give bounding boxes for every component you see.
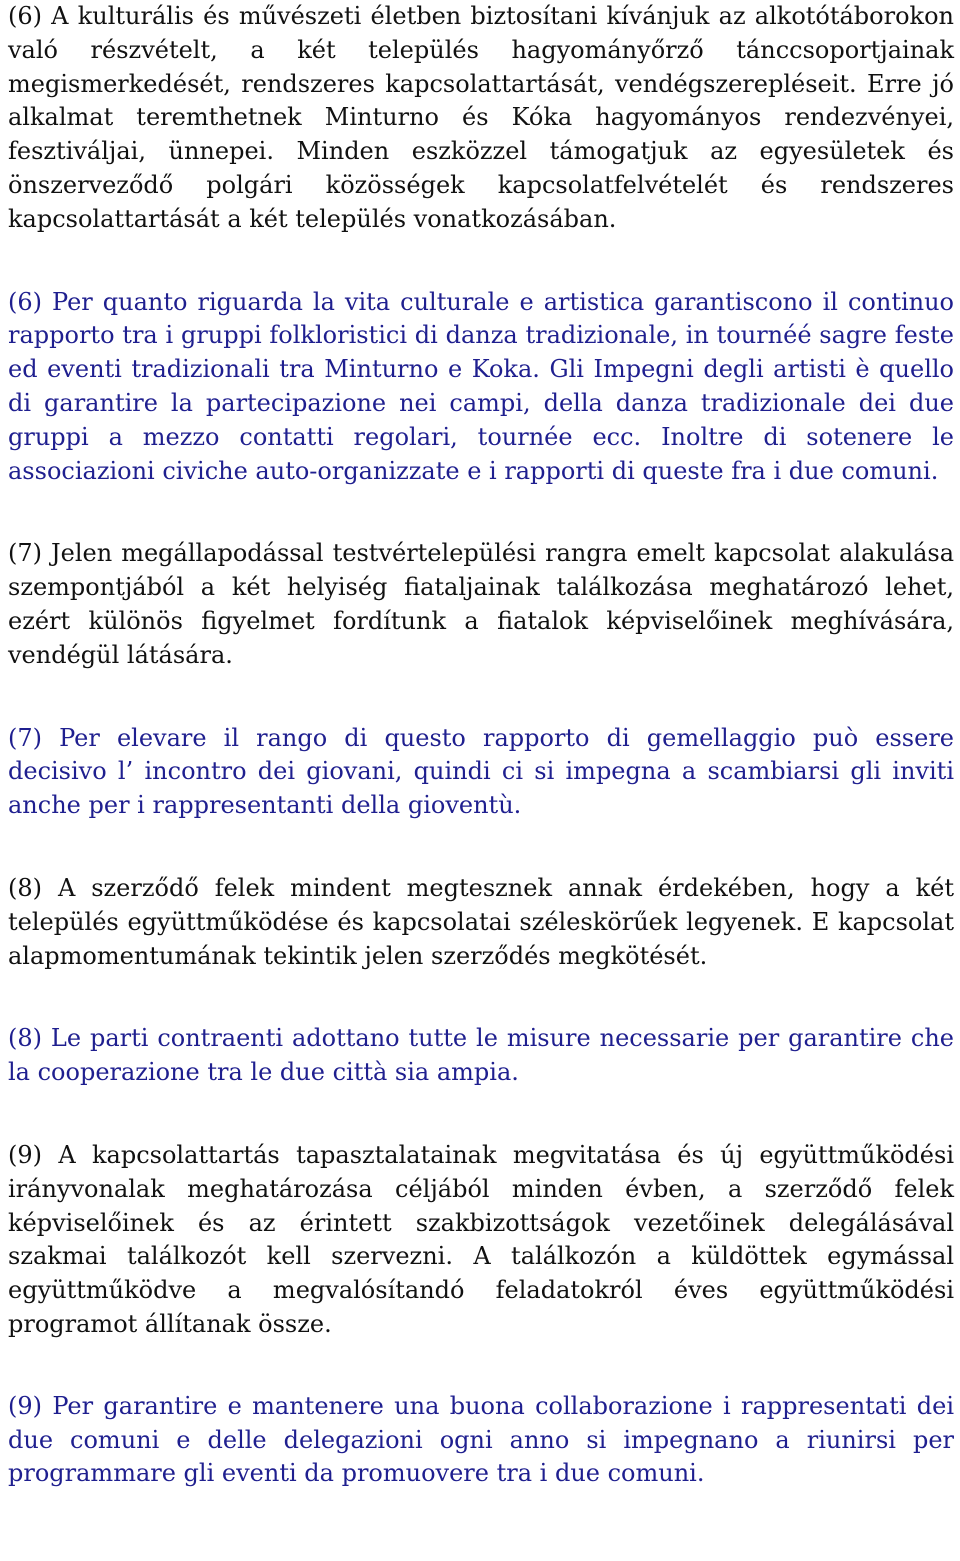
paragraph-spacer [8,673,954,722]
paragraph-hu-8: (8) A szerződő felek mindent megtesznek annak érdekében, hogy a két település együttműködése és kapcsolatai széleskörűek legyenek. E kapcsolat alapmomentumának tekintik jelen szerződés megkötését. [8,873,954,970]
paragraph-it-6: (6) Per quanto riguarda la vita culturale e artistica garantiscono il continuo rapporto tra i gruppi folkloristici di danza tradizionale, in tournéé sagre feste ed eventi tradizionali tra Minturno e Koka. Gli Impegni degli artisti è quello di garantire la partecipazione nei campi, della danza tradizionale dei due gruppi a mezzo contatti regolari, tournée ecc. Inoltre di sotenere le associazioni civiche auto-organizzate e i rapporti di queste fra i due comuni. [8,287,954,485]
paragraph-it-9: (9) Per garantire e mantenere una buona collaborazione i rappresentati dei due comuni e delle delegazioni ogni anno si impegnano a riunirsi per programmare gli eventi da promuovere tra i due comuni. [8,1391,954,1488]
paragraph-hu-6: (6) A kulturális és művészeti életben biztosítani kívánjuk az alkotótáborokon való részvételt, a két település hagyományőrző tánccsoportjainak megismerkedését, rendszeres kapcsolattartását, vendégszerepléseit. Erre jó alkalmat teremthetnek Minturno és Kóka hagyományos rendezvényei, fesztiváljai, ünnepei. Minden eszközzel támogatjuk az egyesületek és önszerveződő polgári közösségek kapcsolatfelvételét és rendszeres kapcsolattartását a két település vonatkozásában. [8,2,954,233]
paragraph-spacer [8,237,954,286]
paragraph-spacer [8,1342,954,1390]
paragraph-it-7: (7) Per elevare il rango di questo rapporto di gemellaggio può essere decisivo l’ incontro dei giovani, quindi ci si impegna a scambiarsi gli inviti anche per i rappresentanti della gioventù. [8,723,954,820]
paragraph-spacer [8,1090,954,1139]
paragraph-spacer [8,973,954,1022]
paragraph-it-8: (8) Le parti contraenti adottano tutte le misure necessarie per garantire che la cooperazione tra le due città sia ampia. [8,1024,954,1087]
paragraph-spacer [8,488,954,537]
paragraph-hu-7: (7) Jelen megállapodással testvértelepülési rangra emelt kapcsolat alakulása szempontjából a két helyiség fiataljainak találkozása meghatározó lehet, ezért különös figyelmet fordítunk a fiatalok képviselőinek meghívására, vendégül látására. [8,539,954,669]
paragraph-spacer [8,823,954,872]
paragraph-hu-9: (9) A kapcsolattartás tapasztalatainak megvitatása és új együttműködési irányvonalak meghatározása céljából minden évben, a szerződő felek képviselőinek és az érintett szakbizottságok vezetőinek delegálásával szakmai találkozót kell szervezni. A találkozón a küldöttek egymással együttműködve a megvalósítandó feladatokról éves együttműködési programot állítanak össze. [8,1140,954,1338]
